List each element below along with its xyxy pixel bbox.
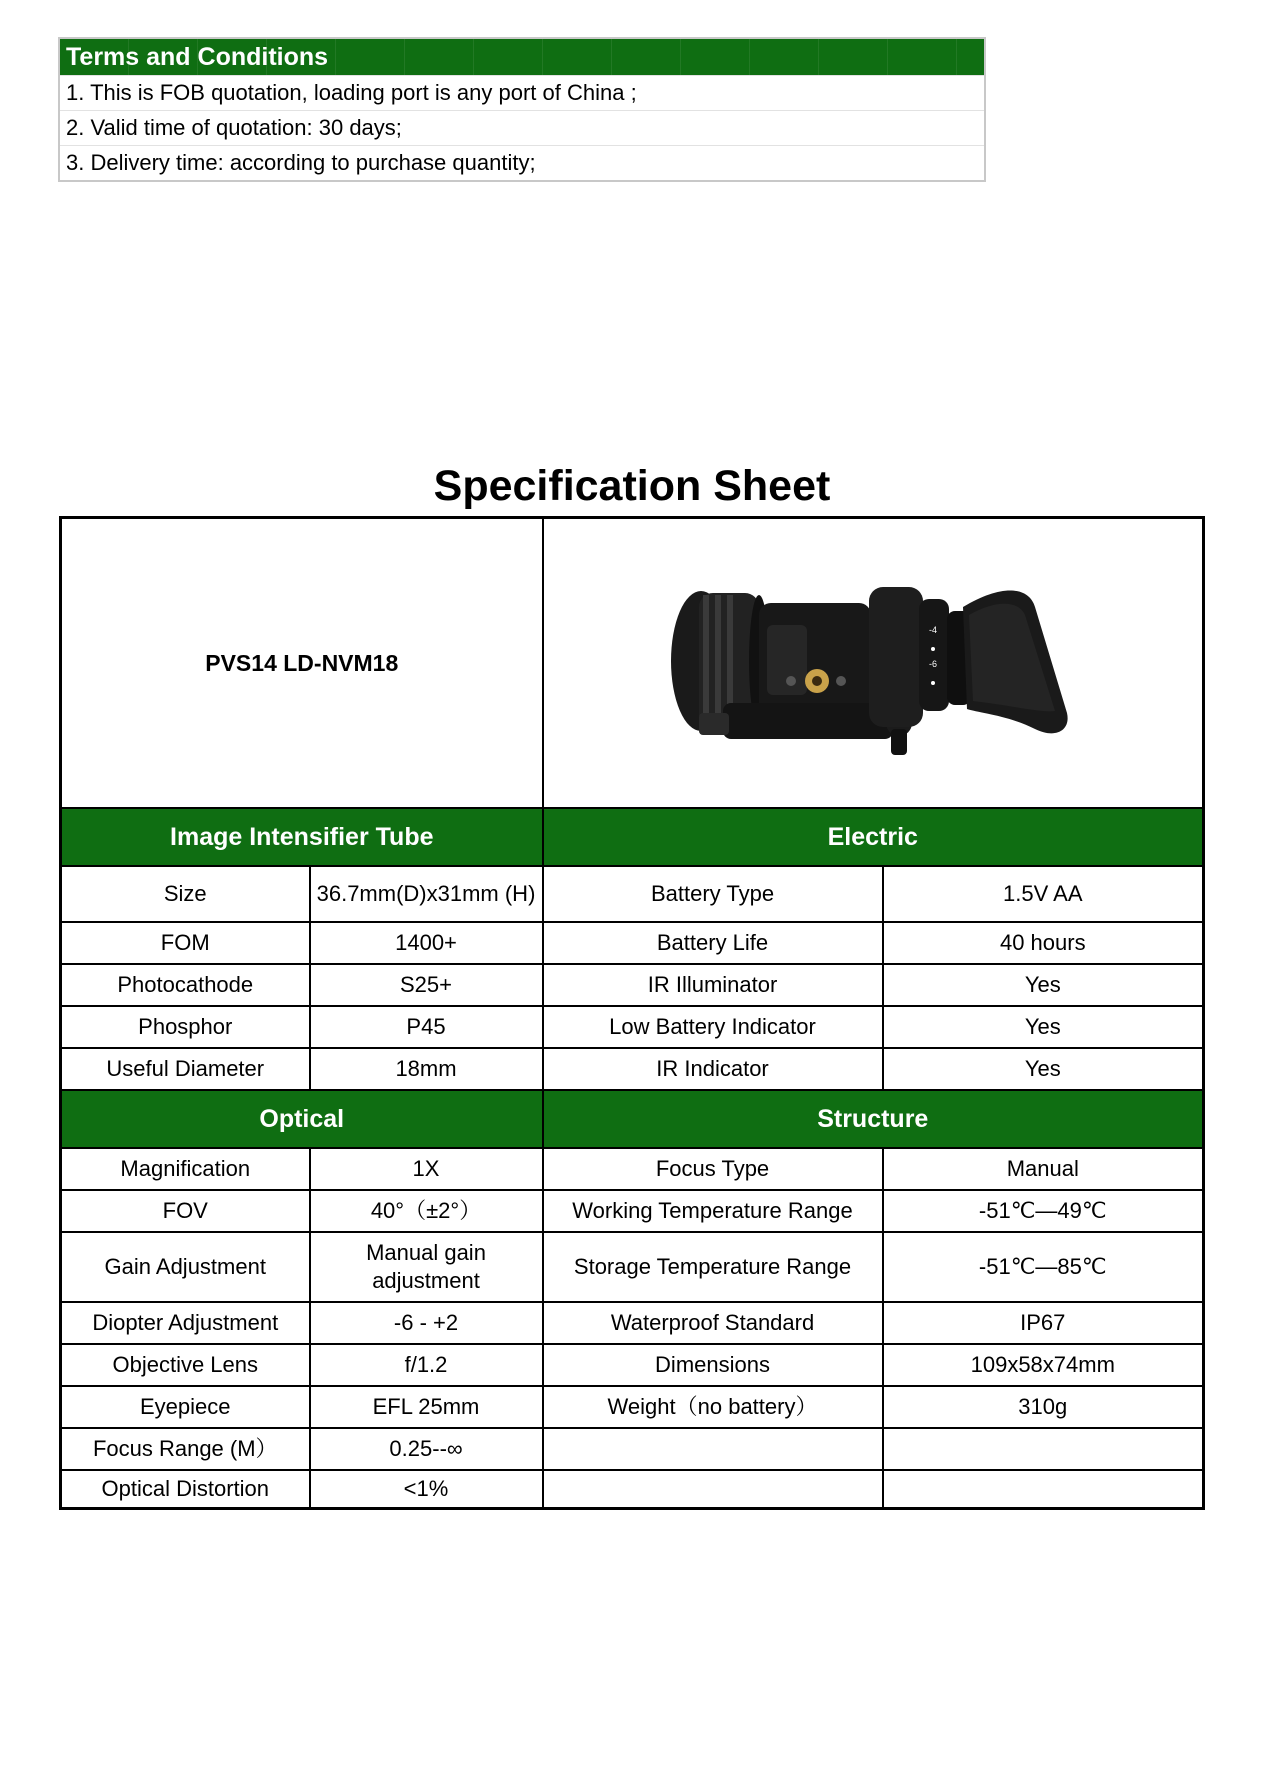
table-row [61,964,1204,1006]
spec-label: Size [61,866,310,922]
spec-label: Waterproof Standard [543,1302,883,1344]
spec-label [543,1428,883,1470]
spec-value: 1.5V AA [883,866,1204,922]
spec-value: 40 hours [883,922,1204,964]
table-row [61,866,1204,922]
spec-label: Focus Type [543,1148,883,1190]
spec-value: 109x58x74mm [883,1344,1204,1386]
spec-label: FOV [61,1190,310,1232]
terms-title: Terms and Conditions [60,39,984,75]
spec-value: EFL 25mm [310,1386,543,1428]
terms-line-1: 1. This is FOB quotation, loading port is any port of China ; [60,75,984,110]
table-row [61,1006,1204,1048]
spec-table [59,516,1205,1510]
section-electric: Electric [543,808,1204,866]
spec-label: Working Temperature Range [543,1190,883,1232]
spec-label: Useful Diameter [61,1048,310,1090]
section-optical: Optical [61,1090,543,1148]
spec-label: Battery Type [543,866,883,922]
section-header-row-1 [61,808,1204,866]
spec-label: Objective Lens [61,1344,310,1386]
spec-value: P45 [310,1006,543,1048]
terms-box [58,37,986,182]
spec-value: IP67 [883,1302,1204,1344]
spec-value: S25+ [310,964,543,1006]
table-row [61,1302,1204,1344]
product-image-cell [543,518,1204,809]
table-row [61,1470,1204,1509]
terms-line-2: 2. Valid time of quotation: 30 days; [60,110,984,145]
table-row [61,1344,1204,1386]
spec-label: Dimensions [543,1344,883,1386]
spec-label: Diopter Adjustment [61,1302,310,1344]
section-structure: Structure [543,1090,1204,1148]
spec-label: IR Indicator [543,1048,883,1090]
spec-label: Phosphor [61,1006,310,1048]
spec-label: Battery Life [543,922,883,964]
spec-value: 18mm [310,1048,543,1090]
spec-label: Gain Adjustment [61,1232,310,1302]
page-title: Specification Sheet [433,462,831,510]
spec-value: -6 - +2 [310,1302,543,1344]
spec-label [543,1470,883,1509]
table-row [61,1048,1204,1090]
spec-label: IR Illuminator [543,964,883,1006]
spec-value: 1X [310,1148,543,1190]
spec-value: Yes [883,964,1204,1006]
svg-text:-6: -6 [928,659,937,669]
spec-value: 40°（±2°） [310,1190,543,1232]
spec-value [883,1470,1204,1509]
table-row [61,1232,1204,1302]
night-vision-monocular-icon [663,563,1083,763]
table-row [61,1148,1204,1190]
spec-label: Magnification [61,1148,310,1190]
spec-value [883,1428,1204,1470]
table-row [61,1190,1204,1232]
spec-label: FOM [61,922,310,964]
spec-value: 0.25--∞ [310,1428,543,1470]
section-header-row-2 [61,1090,1204,1148]
spec-value: Yes [883,1006,1204,1048]
spec-value: Manual [883,1148,1204,1190]
hero-row [61,518,1204,809]
svg-text:-4: -4 [928,625,937,635]
spec-value: -51℃—49℃ [883,1190,1204,1232]
spec-value: 1400+ [310,922,543,964]
spec-label: Optical Distortion [61,1470,310,1509]
table-row [61,922,1204,964]
spec-value: <1% [310,1470,543,1509]
spec-value: f/1.2 [310,1344,543,1386]
spec-label: Storage Temperature Range [543,1232,883,1302]
spec-value: 310g [883,1386,1204,1428]
spec-label: Eyepiece [61,1386,310,1428]
spec-value: -51℃—85℃ [883,1232,1204,1302]
section-tube: Image Intensifier Tube [61,808,543,866]
table-row [61,1428,1204,1470]
model-name: PVS14 LD-NVM18 [61,518,543,809]
spec-label: Focus Range (M） [61,1428,310,1470]
spec-value: Manual gain adjustment [310,1232,543,1302]
spec-label: Weight（no battery） [543,1386,883,1428]
terms-line-3: 3. Delivery time: according to purchase quantity; [60,145,984,180]
table-row [61,1386,1204,1428]
spec-label: Photocathode [61,964,310,1006]
spec-value: 36.7mm(D)x31mm (H) [310,866,543,922]
spec-label: Low Battery Indicator [543,1006,883,1048]
spec-value: Yes [883,1048,1204,1090]
